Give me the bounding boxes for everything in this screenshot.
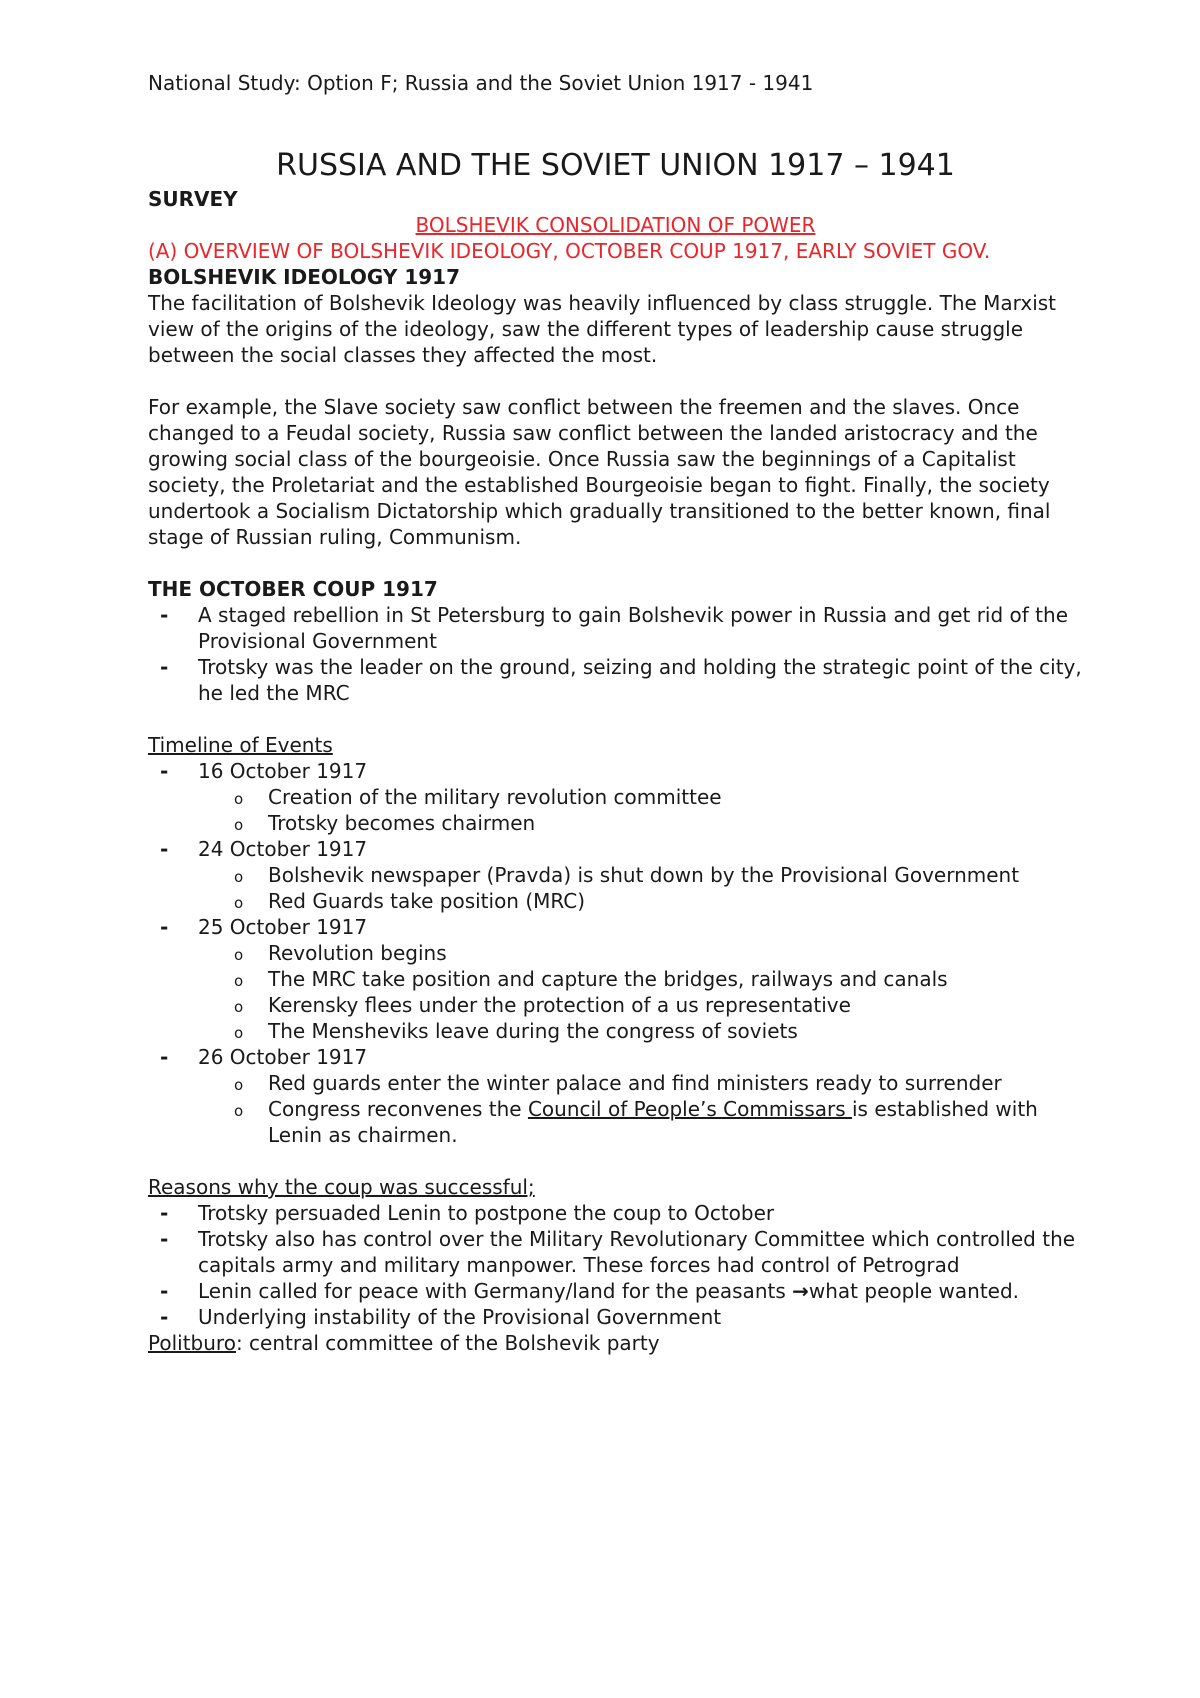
politburo-term: Politburo <box>148 1331 236 1355</box>
circle-bullet: o <box>234 998 244 1016</box>
dash-bullet: - <box>160 915 169 939</box>
timeline-sublist <box>148 1070 1083 1148</box>
dash-bullet: - <box>160 759 169 783</box>
list-item: - Trotsky also has control over the Military Revolutionary Committee which controlled the capitals army and military manpower. These forces had control of Petrograd <box>160 1227 1076 1277</box>
timeline-date: - 24 October 1917 <box>160 837 368 861</box>
circle-bullet: o <box>234 1024 244 1042</box>
ideology-heading: BOLSHEVIK IDEOLOGY 1917 <box>148 265 461 289</box>
list-item: o Congress reconvenes the Council of People’s Commissars is established with Lenin as chairmen. <box>234 1097 1038 1147</box>
document-body <box>148 146 1083 1356</box>
list-item: - Trotsky was the leader on the ground, seizing and holding the strategic point of the city, he led the MRC <box>160 655 1082 705</box>
ideology-paragraph-2: For example, the Slave society saw conflict between the freemen and the slaves. Once changed to a Feudal society, Russia saw conflict between the landed aristocracy and the growing social class of the bourgeoisie. Once Russia saw the beginnings of a Capitalist society, the Proletariat and the established Bourgeoisie began to fight. Finally, the society undertook a Socialism Dictatorship which gradually transitioned to the better known, final stage of Russian ruling, Communism. <box>148 395 1051 549</box>
survey-label: SURVEY <box>148 187 238 211</box>
timeline-date: - 26 October 1917 <box>160 1045 368 1069</box>
list-item: o The MRC take position and capture the bridges, railways and canals <box>148 966 1083 992</box>
list-item: - Lenin called for peace with Germany/land for the peasants →what people wanted. <box>160 1279 1020 1303</box>
page-header: National Study: Option F; Russia and the Soviet Union 1917 - 1941 <box>148 71 814 95</box>
list-item: o Revolution begins <box>148 940 1083 966</box>
dash-bullet: - <box>160 1279 169 1303</box>
council-link: Council of People’s Commissars <box>527 1097 852 1121</box>
list-item: - Trotsky persuaded Lenin to postpone the coup to October <box>160 1201 775 1225</box>
circle-bullet: o <box>234 894 244 912</box>
circle-bullet: o <box>234 790 244 808</box>
list-item: - A staged rebellion in St Petersburg to gain Bolshevik power in Russia and get rid of the Provisional Government <box>160 603 1068 653</box>
dash-bullet: - <box>160 1305 169 1329</box>
timeline-list <box>148 758 1083 784</box>
circle-bullet: o <box>234 972 244 990</box>
timeline-date: - 16 October 1917 <box>160 759 368 783</box>
circle-bullet: o <box>234 868 244 886</box>
coup-heading: THE OCTOBER COUP 1917 <box>148 577 438 601</box>
dash-bullet: - <box>160 1201 169 1225</box>
circle-bullet: o <box>234 816 244 834</box>
timeline-heading: Timeline of Events <box>148 733 333 757</box>
dash-bullet: - <box>160 603 169 627</box>
dash-bullet: - <box>160 1045 169 1069</box>
reasons-heading: Reasons why the coup was successful; <box>148 1175 535 1199</box>
timeline-date: - 25 October 1917 <box>160 915 368 939</box>
circle-bullet: o <box>234 1076 244 1094</box>
timeline-sublist <box>148 940 1083 1044</box>
list-item: o Bolshevik newspaper (Pravda) is shut down by the Provisional Government <box>148 862 1083 888</box>
list-item: o Kerensky flees under the protection of a us representative <box>148 992 1083 1018</box>
dash-bullet: - <box>160 1227 169 1251</box>
dash-bullet: - <box>160 837 169 861</box>
reasons-list <box>148 1200 1083 1330</box>
circle-bullet: o <box>234 946 244 964</box>
section-heading: BOLSHEVIK CONSOLIDATION OF POWER <box>415 213 816 237</box>
list-item: o The Mensheviks leave during the congress of soviets <box>148 1018 1083 1044</box>
list-item: o Red Guards take position (MRC) <box>148 888 1083 914</box>
dash-bullet: - <box>160 655 169 679</box>
politburo-definition: Politburo: central committee of the Bolshevik party <box>148 1331 660 1355</box>
document-title: RUSSIA AND THE SOVIET UNION 1917 – 1941 <box>276 148 955 183</box>
ideology-paragraph-1: The facilitation of Bolshevik Ideology was heavily influenced by class struggle. The Marxist view of the origins of the ideology, saw the different types of leadership cause struggle between the social classes they affected the most. <box>148 291 1057 367</box>
list-item: - Underlying instability of the Provisional Government <box>160 1305 722 1329</box>
subsection-heading: (A) OVERVIEW OF BOLSHEVIK IDEOLOGY, OCTOBER COUP 1917, EARLY SOVIET GOV. <box>148 239 991 263</box>
circle-bullet: o <box>234 1102 244 1120</box>
list-item: o Red guards enter the winter palace and find ministers ready to surrender <box>148 1070 1083 1096</box>
timeline-sublist <box>148 784 1083 836</box>
coup-bullet-list <box>148 602 1083 706</box>
list-item: o Trotsky becomes chairmen <box>148 810 1083 836</box>
timeline-sublist <box>148 862 1083 914</box>
arrow-right-icon: → <box>792 1279 809 1303</box>
list-item: o Creation of the military revolution committee <box>148 784 1083 810</box>
